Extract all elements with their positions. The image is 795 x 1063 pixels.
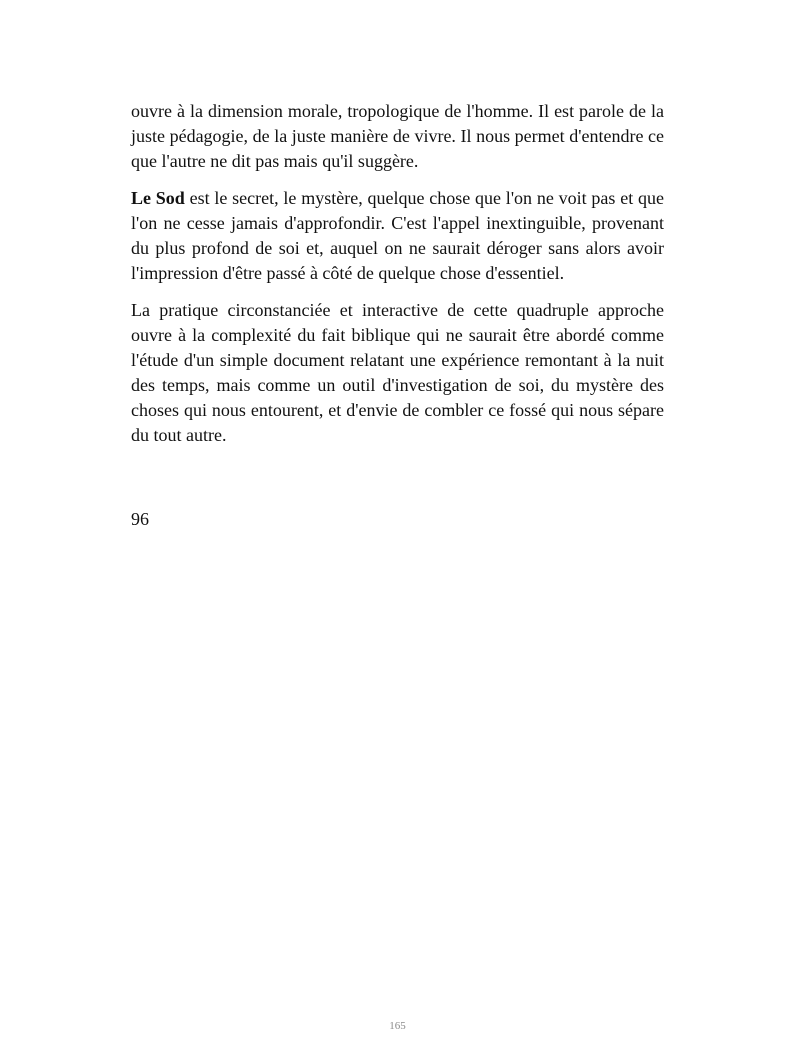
page-number: 165 bbox=[389, 1020, 406, 1032]
paragraph-2-text: est le secret, le mystère, quelque chose que l'on ne voit pas et que l'on ne cesse jamais d'approfondir. C'est l'appel inextinguible, provenant du plus profond de soi et, auquel on ne saurait déroger sans alors avoir l'impression d'être passé à côté de quelque chose d'essentiel. bbox=[131, 188, 664, 283]
footnote-number: 96 bbox=[131, 509, 149, 529]
paragraph-3: La pratique circonstanciée et interactive de cette quadruple approche ouvre à la complexité du fait biblique qui ne saurait être abordé comme l'étude d'un simple document relatant une expérience remontant à la nuit des temps, mais comme un outil d'investigation de soi, du mystère des choses qui nous entourent, et d'envie de combler ce fossé qui nous sépare du tout autre. bbox=[131, 300, 664, 445]
paragraph-2-lead: Le Sod bbox=[131, 188, 185, 208]
paragraph-2 bbox=[131, 186, 664, 286]
paragraph-1: ouvre à la dimension morale, tropologique de l'homme. Il est parole de la juste pédagogie, de la juste manière de vivre. Il nous permet d'entendre ce que l'autre ne dit pas mais qu'il suggère. bbox=[131, 101, 664, 171]
body-text bbox=[131, 99, 664, 460]
